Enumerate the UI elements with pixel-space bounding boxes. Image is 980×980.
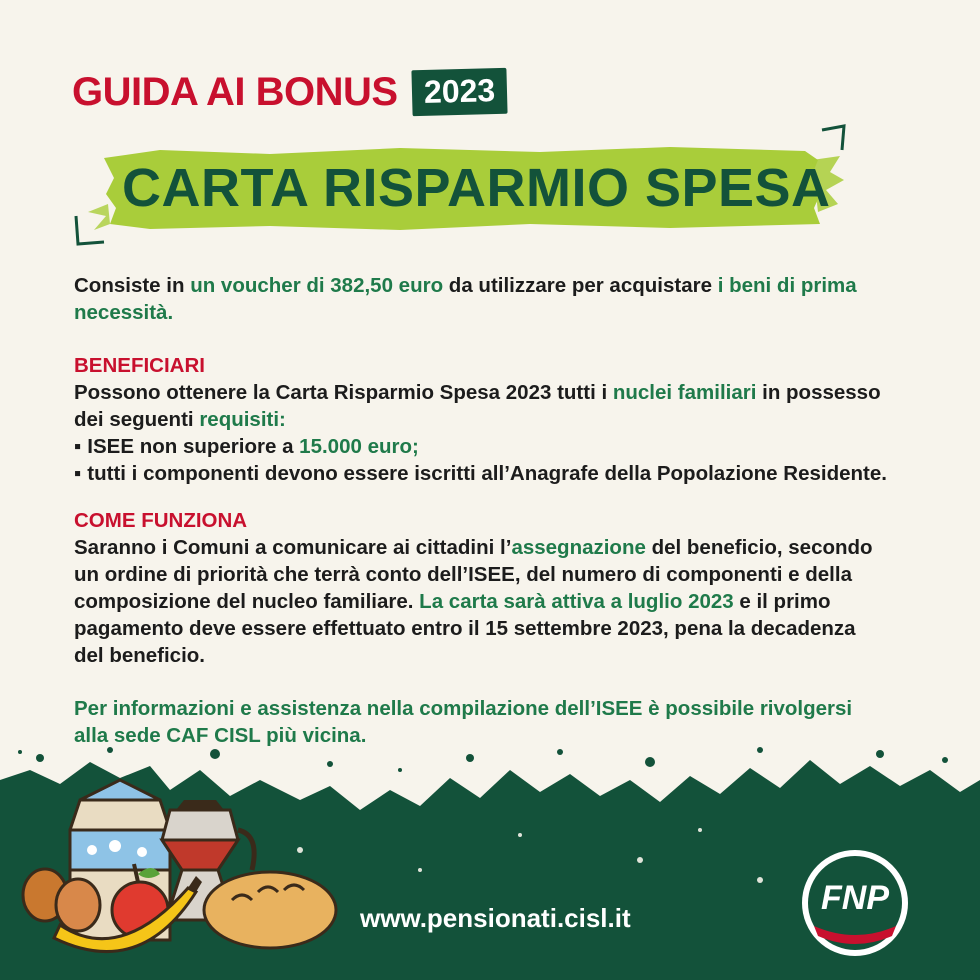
intro-text: Consiste in	[74, 274, 191, 297]
voucher-amount: un voucher di 382,50 euro	[190, 274, 444, 297]
text: dei seguenti	[74, 408, 200, 431]
info-line: Per informazioni e assistenza nella compilazione dell’ISEE è possibile rivolgersi	[74, 697, 853, 720]
funziona-line: pagamento deve essere effettuato entro il 15 settembre 2023, pena la decadenza	[74, 617, 856, 640]
info-line: alla sede CAF CISL più vicina.	[74, 724, 367, 747]
highlight: La carta sarà attiva a luglio 2023	[419, 590, 734, 613]
guide-title: GUIDA AI BONUS	[72, 70, 398, 114]
bread-icon	[204, 872, 336, 948]
intro-text: da utilizzare per acquistare	[443, 274, 718, 297]
intro-paragraph	[74, 272, 944, 326]
text: composizione del nucleo familiare.	[74, 590, 420, 613]
text: e il primo	[733, 590, 831, 613]
text: tutti i componenti devono essere iscritti all’Anagrafe della Popolazione Residente.	[87, 462, 887, 485]
section-heading-come-funziona: COME FUNZIONA	[74, 509, 248, 532]
highlight: requisiti:	[199, 408, 286, 431]
logo-text: FNP	[821, 879, 889, 917]
website-link[interactable]: www.pensionati.cisl.it	[360, 903, 631, 933]
main-title: CARTA RISPARMIO SPESA	[122, 158, 831, 218]
beneficiari-line	[74, 406, 944, 433]
funziona-line: del beneficio.	[74, 644, 205, 667]
beneficiari-line	[74, 379, 944, 406]
funziona-line	[74, 588, 944, 615]
title-banner	[70, 120, 860, 250]
highlight: assegnazione	[511, 536, 646, 559]
funziona-line	[74, 534, 944, 561]
funziona-line: un ordine di priorità che terrà conto dell’ISEE, del numero di componenti e della	[74, 563, 852, 586]
highlight: nuclei familiari	[612, 381, 757, 404]
requirement-bullet	[74, 460, 944, 487]
header	[72, 68, 507, 116]
highlight: 15.000 euro;	[299, 435, 419, 458]
text: ISEE non superiore a	[87, 435, 300, 458]
text: Possono ottenere la Carta Risparmio Spesa 2023 tutti i	[74, 381, 613, 404]
text: del beneficio, secondo	[645, 536, 873, 559]
text: in possesso	[756, 381, 881, 404]
fnp-logo	[800, 848, 910, 958]
content	[74, 272, 944, 749]
text: Saranno i Comuni a comunicare ai cittadini l’	[74, 536, 512, 559]
requirement-bullet	[74, 433, 944, 460]
section-heading-beneficiari: BENEFICIARI	[74, 354, 205, 377]
year-badge: 2023	[411, 68, 507, 116]
groceries-illustration	[20, 770, 350, 970]
goods-highlight: i beni di prima necessità.	[74, 274, 857, 324]
